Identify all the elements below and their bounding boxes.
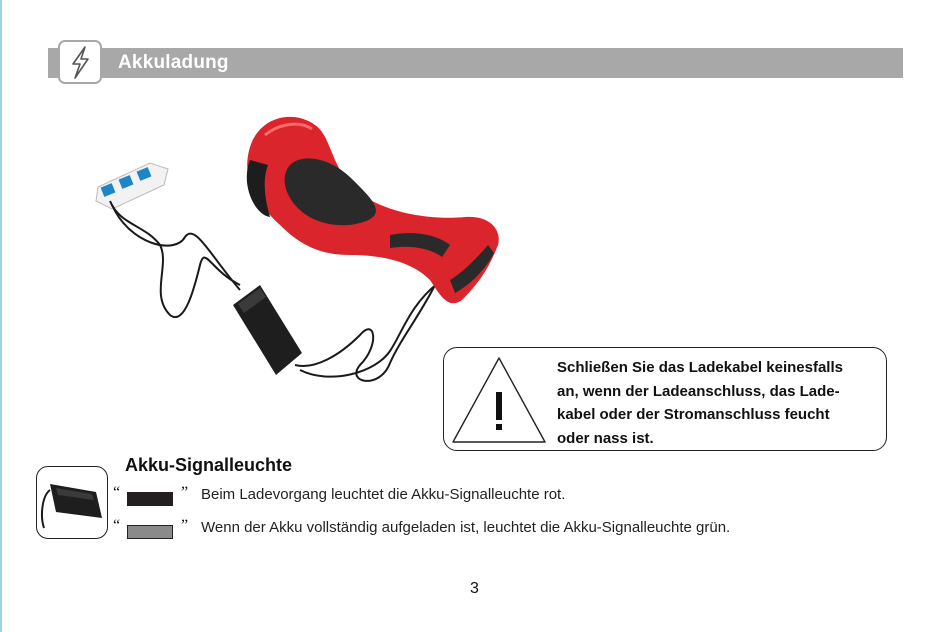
close-quote: ” xyxy=(181,517,189,534)
signal-description: Wenn der Akku vollständig aufgeladen ist, leuchtet die Akku-Signalleuchte grün. xyxy=(201,519,731,536)
page-edge-rule xyxy=(0,0,2,632)
charger-brick-icon xyxy=(233,285,302,375)
section-title: Akkuladung xyxy=(118,52,229,73)
open-quote: “ xyxy=(113,484,121,501)
warning-text xyxy=(557,356,877,450)
signal-description: Beim Ladevorgang leuchtet die Akku-Signalleuchte rot. xyxy=(201,486,566,503)
charger-icon xyxy=(36,466,108,539)
warning-line: oder nass ist. xyxy=(557,429,654,447)
warning-line: Schließen Sie das Ladekabel keinesfalls xyxy=(557,359,843,376)
warning-line: kabel oder der Stromanschluss feucht xyxy=(557,406,830,423)
hoverboard-icon xyxy=(247,117,499,303)
close-quote: ” xyxy=(181,484,189,501)
open-quote: “ xyxy=(113,517,121,534)
signal-swatch-dark xyxy=(127,492,173,506)
signal-swatch-grey xyxy=(127,525,173,539)
signal-row-full xyxy=(113,517,833,543)
page-number: 3 xyxy=(470,580,479,597)
warning-line: an, wenn der Ladeanschluss, das Lade- xyxy=(557,382,840,400)
signal-row-charging xyxy=(113,484,833,510)
warning-triangle-icon xyxy=(450,354,548,446)
power-strip-icon xyxy=(96,163,168,209)
signal-heading: Akku-Signalleuchte xyxy=(125,455,293,475)
lightning-bolt-icon xyxy=(58,40,102,84)
